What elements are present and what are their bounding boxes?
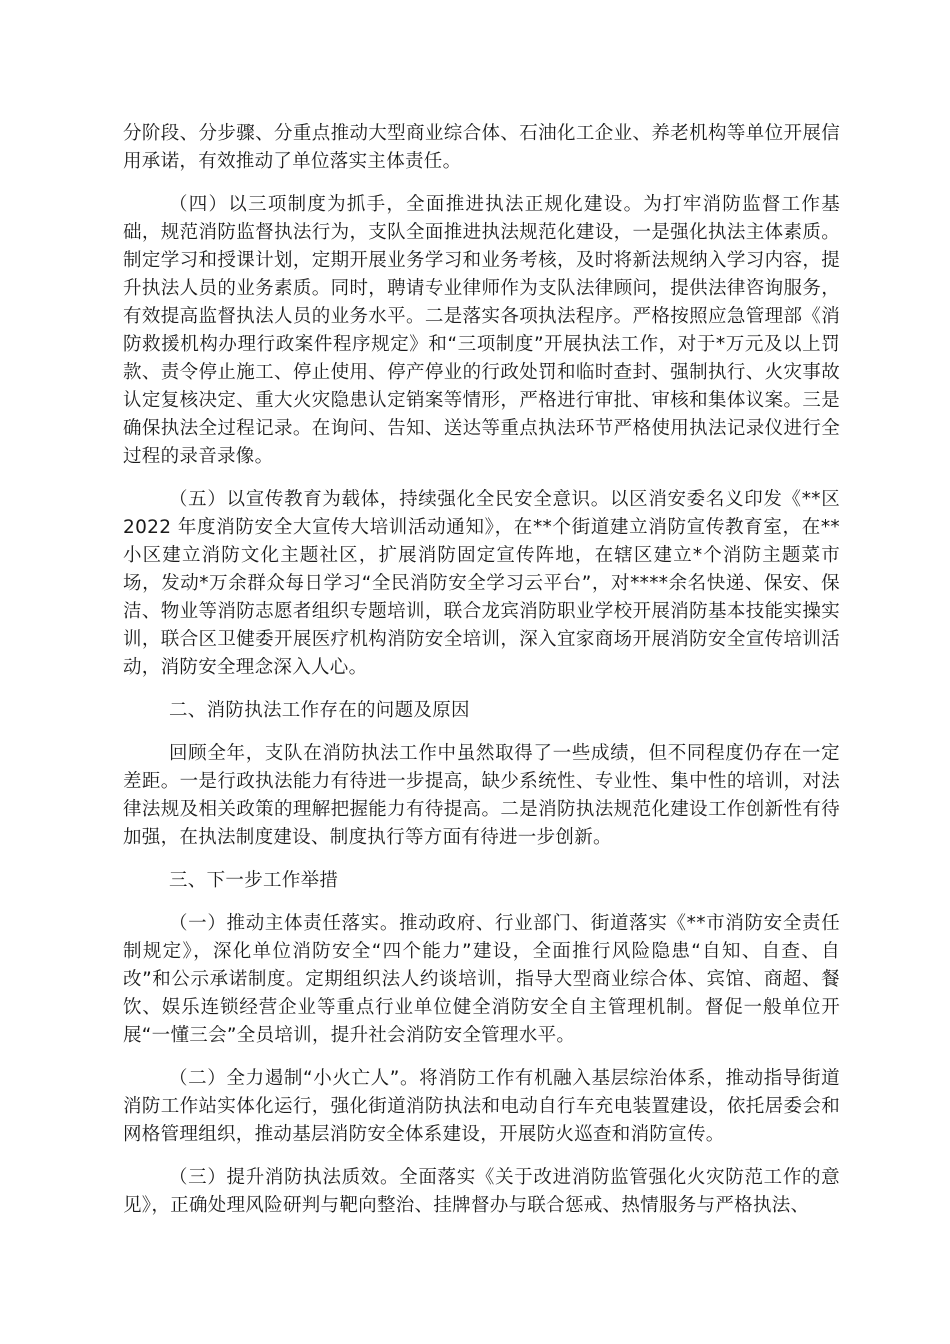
paragraph-section-5: （五）以宣传教育为载体，持续强化全民安全意识。以区消安委名义印发《**区 2022 年度消防安全大宣传大培训活动通知》，在**个街道建立消防宣传教育室，在**小区建立消防文化主题社区，扩展消防固定宣传阵地，在辖区建立*个消防主题菜市场，发动*万余群众每日学习“全民消防安全学习云平台”，对****余名快递、保安、保洁、物业等消防志愿者组织专题培训，联合龙宾消防职业学校开展消防基本技能实操实训，联合区卫健委开展医疗机构消防安全培训，深入宜家商场开展消防安全宣传培训活动，消防安全理念深入人心。: [123, 489, 840, 678]
paragraph-step-3: （三）提升消防执法质效。全面落实《关于改进消防监管强化火灾防范工作的意见》，正确处理风险研判与靶向整治、挂牌督办与联合惩戒、热情服务与严格执法、: [123, 1167, 840, 1216]
paragraph-section-4: （四）以三项制度为抓手，全面推进执法正规化建设。为打牢消防监督工作基础，规范消防监督执法行为，支队全面推进执法规范化建设，一是强化执法主体素质。制定学习和授课计划，定期开展业务学习和业务考核，及时将新法规纳入学习内容，提升执法人员的业务素质。同时，聘请专业律师作为支队法律顾问，提供法律咨询服务，有效提高监督执法人员的业务水平。二是落实各项执法程序。严格按照应急管理部《消防救援机构办理行政案件程序规定》和“三项制度”开展执法工作，对于*万元及以上罚款、责令停止施工、停止使用、停产停业的行政处罚和临时查封、强制执行、火灾事故认定复核决定、重大火灾隐患认定销案等情形，严格进行审批、审核和集体议案。三是确保执法全过程记录。在询问、告知、送达等重点执法环节严格使用执法记录仪进行全过程的录音录像。: [123, 194, 840, 467]
paragraph-continuation: 分阶段、分步骤、分重点推动大型商业综合体、石油化工企业、养老机构等单位开展信用承诺，有效推动了单位落实主体责任。: [123, 123, 840, 172]
paragraph-step-2: （二）全力遏制“小火亡人”。将消防工作有机融入基层综治体系，推动指导街道消防工作站实体化运行，强化街道消防执法和电动自行车充电装置建设，依托居委会和网格管理组织，推动基层消防安全体系建设，开展防火巡查和消防宣传。: [123, 1068, 840, 1145]
paragraph-step-1: （一）推动主体责任落实。推动政府、行业部门、街道落实《**市消防安全责任制规定》，深化单位消防安全“四个能力”建设，全面推行风险隐患“自知、自查、自改”和公示承诺制度。定期组织法人约谈培训，指导大型商业综合体、宾馆、商超、餐饮、娱乐连锁经营企业等重点行业单位健全消防安全自主管理机制。督促一般单位开展“一懂三会”全员培训，提升社会消防安全管理水平。: [123, 913, 840, 1046]
heading-next-steps: 三、下一步工作举措: [169, 870, 339, 891]
heading-problems: 二、消防执法工作存在的问题及原因: [169, 700, 470, 721]
paragraph-review: 回顾全年，支队在消防执法工作中虽然取得了一些成绩，但不同程度仍存在一定差距。一是行政执法能力有待进一步提高，缺少系统性、专业性、集中性的培训，对法律法规及相关政策的理解把握能力有待提高。二是消防执法规范化建设工作创新性有待加强，在执法制度建设、制度执行等方面有待进一步创新。: [123, 743, 840, 848]
